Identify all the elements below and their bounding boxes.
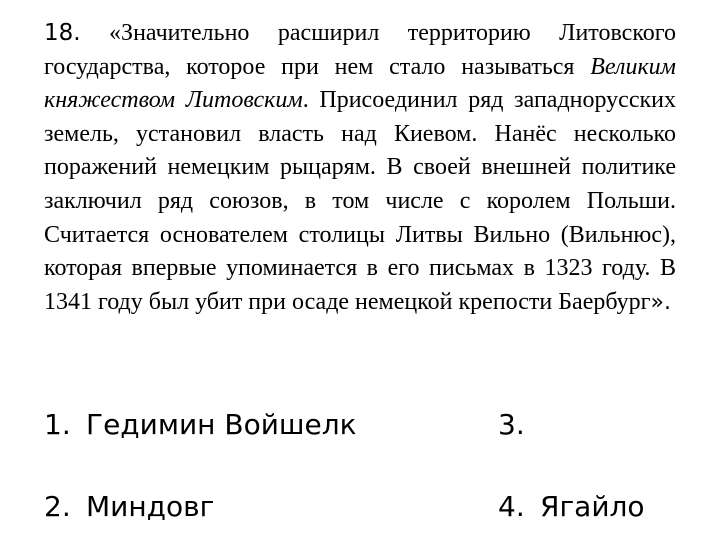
question-text [44,17,676,319]
answer-label: Гедимин Войшелк [86,408,357,441]
answer-number: 4. [498,490,525,523]
answer-number: 2. [44,490,71,523]
closing-quote: ». [650,289,671,315]
question-text-before: «Значительно расширил территорию Литовского государства, которое при нем стало называться [44,20,676,80]
question-text-after: . Присоединил ряд западнорусских земель, установил власть над Киевом. Нанёс несколько поражений немецким рыцарям. В своей внешней политике заключил ряд союзов, в том числе с королем Польши. Считается основателем столицы Литвы Вильно (Вильнюс), которая впервые упоминается в его письмах в 1323 году. В 1341 году был убит при осаде немецкой крепости Баербург [44,87,676,315]
answer-option-2 [44,488,374,525]
answer-label: Ягайло [540,490,645,523]
answer-number: 1. [44,408,71,441]
answer-option-1 [44,406,374,443]
question-emphasis: Великим княжеством Литовским [44,53,676,114]
answer-option-4 [498,488,678,525]
question-number: 18. [44,20,81,46]
answer-label: Миндовг [86,490,215,523]
answer-number: 3. [498,408,525,441]
